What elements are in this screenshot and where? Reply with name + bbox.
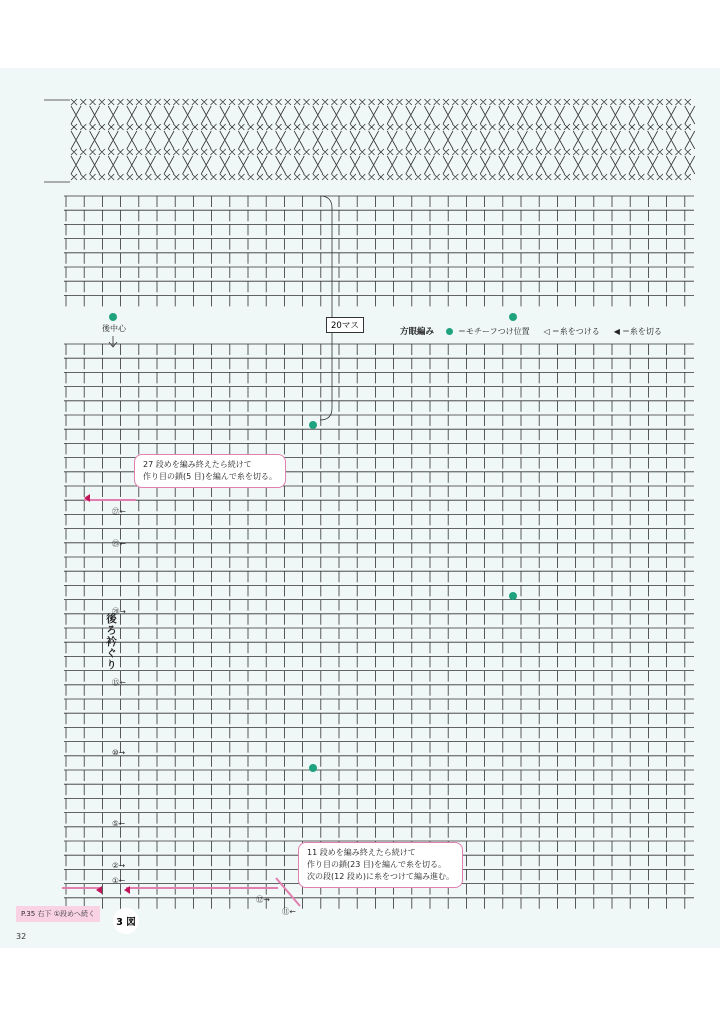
cut-thread-icon: ◀ xyxy=(613,326,620,336)
neckline-label: 後ろ衿ぐり xyxy=(105,613,117,671)
row-marker-5: ⑤← xyxy=(112,819,126,828)
note-bubble-bottom xyxy=(298,842,463,888)
chart-page xyxy=(0,68,720,948)
note-top-line1: 27 段めを編み終えたら続けて xyxy=(143,460,252,469)
row-marker-12: ⑫→ xyxy=(256,895,270,904)
motif-position-dot xyxy=(509,313,517,321)
legend-title: 方眼編み xyxy=(400,327,435,337)
span-label: 20マス xyxy=(326,317,364,333)
row-marker-2: ②→ xyxy=(112,861,126,870)
legend-dot-label: ＝モチーフつけ位置 xyxy=(458,326,530,336)
motif-dot-icon xyxy=(446,328,453,335)
figure-label: 3 図 xyxy=(113,908,139,934)
note-bottom-line1: 11 段めを編み終えたら続けて xyxy=(307,848,416,857)
note-bubble-top xyxy=(134,454,286,488)
stitch-grid xyxy=(44,99,695,909)
back-center-label: 後中心 xyxy=(102,324,126,333)
motif-position-dot xyxy=(309,421,317,429)
motif-position-dot xyxy=(309,764,317,772)
back-center-arrow-icon xyxy=(109,336,117,347)
motif-position-dot xyxy=(109,313,117,321)
crochet-chart xyxy=(0,68,720,948)
legend-attach-label: ＝糸をつける xyxy=(551,326,600,336)
note-bottom-line3: 次の段(12 段め)に糸をつけて編み進む。 xyxy=(307,872,454,881)
row-marker-27: ㉗← xyxy=(112,507,126,516)
note-top-line2: 作り目の鎖(5 目)を編んで糸を切る。 xyxy=(143,472,277,481)
row-marker-10: ⑩→ xyxy=(112,748,126,757)
legend xyxy=(400,325,662,337)
page-number: 32 xyxy=(16,932,27,941)
motif-position-dot xyxy=(509,592,517,600)
row-marker-11: ⑪← xyxy=(282,907,296,916)
thread-path xyxy=(62,500,300,906)
row-marker-25: ㉕← xyxy=(112,539,126,548)
legend-cut-label: ＝糸を切る xyxy=(621,326,662,336)
note-bottom-line2: 作り目の鎖(23 目)を編んで糸を切る。 xyxy=(307,860,446,869)
row-marker-1: ①← xyxy=(112,876,126,885)
attach-thread-icon: ◁ xyxy=(543,326,550,336)
row-marker-15: ⑮← xyxy=(112,678,126,687)
continue-note: P.35 右下 ①段めへ続く xyxy=(16,906,100,922)
row-marker-20: ⑳→ xyxy=(112,607,126,616)
